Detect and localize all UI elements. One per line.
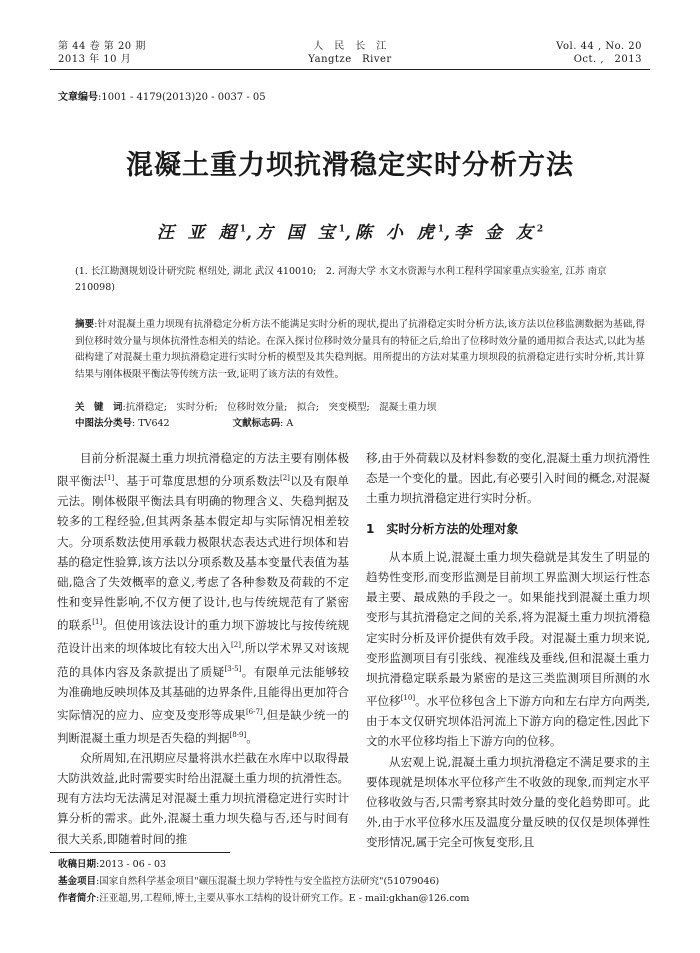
citation-ref: [10] (400, 694, 416, 703)
abstract-label: 摘要 (75, 319, 95, 330)
classification: 中图法分类号: TV642 文献标志码: A (75, 418, 294, 429)
volume-issue-cn: 第 44 卷 第 20 期 (58, 41, 146, 52)
date-en: Oct. , 2013 (573, 54, 642, 65)
author-affiliation-mark: 1 (437, 224, 445, 235)
received-date: 收稿日期:2013 - 06 - 03 (58, 859, 167, 870)
author-affiliation-mark: 1 (338, 224, 346, 235)
citation-ref: [1] (92, 618, 103, 627)
body-paragraph: 从本质上说,混凝土重力坝失稳就是其发生了明显的趋势性变形,而变形监测是目前坝工界监测大坝运行性态最主要、最成熟的手段之一。如果能找到混凝土重力坝变形与其抗滑稳定之间的关系,将为混凝土重力坝抗滑稳定实时分析及评价提供有效手段。对混凝土重力坝来说,变形监测项目有引张线、视准线及垂线,但和混凝土重力坝抗滑稳定联系最为紧密的是这三类监测项目所测的水平位移[10]。水平位移包含上下游方向和左右岸方向两类,由于本文仅研究坝体沿河流上下游方向的稳定性,因此下文的水平位移均指上下游方向的位移。 (366, 549, 651, 749)
citation-ref: [1] (104, 474, 115, 483)
abstract: 摘要:针对混凝土重力坝现有抗滑稳定分析方法不能满足实时分析的现状,提出了抗滑稳定实时分析方法,该方法以位移监测数据为基础,得到位移时效分量与坝体抗滑性态相关的结论。在深入探讨位移时效分量具有的特征之后,给出了位移时效分量的通用拟合表达式,以此为基础构建了对混凝土重力坝抗滑稳定进行实时分析的模型及其失稳判据。用所提出的方法对某重力坝坝段的抗滑稳定进行实时分析,其计算结果与刚体极限平衡法等传统方法一致,证明了该方法的有效性。 (75, 319, 645, 380)
journal-name-cn: 人 民 长 江 (313, 41, 387, 52)
keywords-label: 关 键 词 (75, 402, 123, 413)
date-cn: 2013 年 10 月 (58, 54, 132, 65)
body-right-column (366, 448, 650, 853)
citation-ref: [8-9] (229, 730, 247, 739)
clc-label: 中图法分类号 (75, 418, 133, 429)
clc-value: TV642 (138, 418, 170, 429)
citation-ref: [3-5] (224, 664, 242, 673)
article-number: 文章编号:1001 - 4179(2013)20 - 0037 - 05 (58, 92, 266, 103)
footnote-rule (50, 852, 230, 853)
body-left-column (57, 448, 349, 849)
abstract-text: 针对混凝土重力坝现有抗滑稳定分析方法不能满足实时分析的现状,提出了抗滑稳定实时分析方法,该方法以位移监测数据为基础,得到位移时效分量与坝体抗滑性态相关的结论。在深入探讨位移时效分量具有的特征之后,给出了位移时效分量的通用拟合表达式,以此为基础构建了对混凝土重力坝抗滑稳定进行实时分析的模型及其失稳判据。用所提出的方法对某重力坝坝段的抗滑稳定进行实时分析,其计算结果与刚体极限平衡法等传统方法一致,证明了该方法的有效性。 (75, 319, 645, 380)
affiliations: (1. 长江勘测规划设计研究院 枢纽处, 湖北 武汉 410010; 2. 河海大学 水文水资源与水利工程科学国家重点实验室, 江苏 南京 210098) (75, 266, 607, 293)
volume-issue-en: Vol. 44 , No. 20 (556, 41, 642, 52)
citation-ref: [6-7] (245, 707, 263, 716)
author-affiliation-mark: 2 (536, 224, 544, 235)
author-bio: 作者简介:汪亚超,男,工程师,博士,主要从事水工结构的设计研究工作。E - mail:gkhan@126.com (58, 893, 470, 904)
author-name: 汪 亚 超 (156, 223, 240, 243)
author-affiliation-mark: 1 (239, 224, 246, 235)
body-paragraph: 移,由于外荷载以及材料参数的变化,混凝土重力坝抗滑性态是一个变化的量。因此,有必要引入时间的概念,对混凝土重力坝抗滑稳定进行实时分析。 (366, 451, 650, 506)
keywords: 关 键 词:抗滑稳定; 实时分析; 位移时效分量; 拟合; 突变模型; 混凝土重力坝 (75, 402, 437, 413)
author-name: 陈 小 虎 (354, 223, 438, 243)
footnotes (58, 856, 658, 907)
fund-project: 基金项目:国家自然科学基金项目"碾压混凝土坝力学特性与安全监控方法研究"(51079046) (58, 876, 440, 887)
document-code-value: A (286, 418, 294, 429)
author-list: 汪 亚 超$^1$,方 国 宝$^1$,陈 小 虎$^1$,李 金 友$^2$ (156, 223, 544, 243)
running-header-right (556, 40, 642, 66)
paper-title: 混凝土重力坝抗滑稳定实时分析方法 (126, 150, 574, 181)
journal-name-en: Yangtze River (308, 54, 392, 65)
article-number-label: 文章编号 (58, 92, 98, 103)
section-heading: 1 实时分析方法的处理对象 (366, 521, 519, 536)
document-code-label: 文献标志码 (232, 418, 281, 429)
body-paragraph: 众所周知,在汛期应尽量将洪水拦截在水库中以取得最大防洪效益,此时需要实时给出混凝土重力坝的抗滑性态。现有方法均无法满足对混凝土重力坝抗滑稳定进行实时计算分析的需求。此外,混凝土重力坝失稳与否,还与时间有很大关系,即随着时间的推 (57, 750, 349, 846)
body-paragraph: 目前分析混凝土重力坝抗滑稳定的方法主要有刚体极限平衡法[1]、基于可靠度思想的分项系数法[2]以及有限单元法。刚体极限平衡法具有明确的物理含义、失稳判据及较多的工程经验,但其两条基本假定却与实际情况相差较大。分项系数法使用承载力极限状态表达式进行坝体和岩基的稳定性验算,该方法以分项系数及基本变量代表值为基础,隐含了失效概率的意义,考虑了各种参数及荷载的不定性和变异性影响,不仅方便了设计,也与传统规范有了紧密的联系[1]。但使用该法设计的重力坝下游坡比与按传统规范设计出来的坝体坡比有较大出入[2],所以学术界又对该规范的具体内容及条款提出了质疑[3-5]。有限单元法能够较为准确地反映坝体及其基础的边界条件,且能得出更加符合实际情况的应力、应变及变形等成果[6-7],但是缺少统一的判断混凝土重力坝是否失稳的判据[8-9]。 (57, 451, 350, 745)
article-number-value: 1001 - 4179(2013)20 - 0037 - 05 (101, 92, 266, 103)
citation-ref: [2] (280, 474, 290, 483)
author-name: 李 金 友 (453, 223, 537, 243)
author-name: 方 国 宝 (255, 223, 339, 243)
keywords-text: 抗滑稳定; 实时分析; 位移时效分量; 拟合; 突变模型; 混凝土重力坝 (125, 402, 437, 413)
body-paragraph: 从宏观上说,混凝土重力坝抗滑稳定不满足要求的主要体现就是坝体水平位移产生不收敛的现象,而判定水平位移收敛与否,只需考察其时效分量的变化趋势即可。此外,由于水平位移水压及温度分量反映的仅仅是坝体弹性变形情况,属于完全可恢复变形,且 (366, 754, 650, 850)
header-rule (50, 69, 650, 70)
citation-ref: [2] (231, 641, 241, 650)
